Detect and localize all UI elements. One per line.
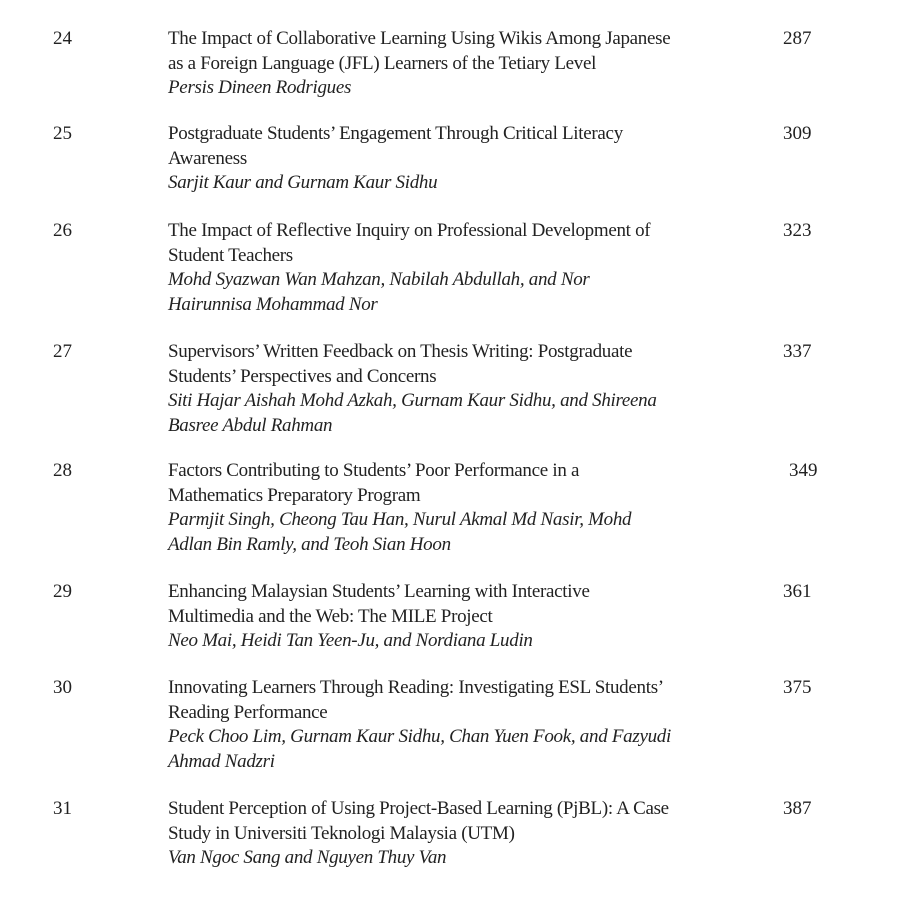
chapter-title-line: Enhancing Malaysian Students’ Learning with Interactive [168,581,590,602]
chapter-authors-line: Neo Mai, Heidi Tan Yeen-Ju, and Nordiana Ludin [168,630,533,651]
chapter-authors [168,508,768,557]
chapter-title-line: Factors Contributing to Students’ Poor Performance in a [168,460,580,481]
page-number: 323 [783,220,812,241]
chapter-body [168,459,768,557]
chapter-authors [168,725,768,774]
page-number: 361 [783,581,812,602]
chapter-body [168,340,768,438]
chapter-authors-line: Hairunnisa Mohammad Nor [168,293,378,315]
chapter-title-line: Innovating Learners Through Reading: Investigating ESL Students’ [168,677,664,698]
chapter-authors-line: Ahmad Nadzri [168,750,275,772]
chapter-number: 30 [53,677,72,698]
chapter-number: 28 [53,460,72,481]
chapter-authors-line: Parmjit Singh, Cheong Tau Han, Nurul Akmal Md Nasir, Mohd [168,509,632,530]
page-number: 349 [789,460,818,481]
page-number: 337 [783,341,812,362]
chapter-number: 26 [53,220,72,241]
chapter-title-line: The Impact of Reflective Inquiry on Professional Development of [168,220,651,241]
chapter-authors-line: Peck Choo Lim, Gurnam Kaur Sidhu, Chan Yuen Fook, and Fazyudi [168,726,671,747]
page-number: 375 [783,677,812,698]
chapter-title-line: Students’ Perspectives and Concerns [168,365,437,387]
chapter-title[interactable] [168,340,768,389]
chapter-body [168,27,768,101]
chapter-title-line: Postgraduate Students’ Engagement Through Critical Literacy [168,123,623,144]
chapter-title[interactable] [168,459,768,508]
chapter-title-line: Awareness [168,147,247,169]
chapter-number: 31 [53,798,72,819]
chapter-body [168,580,768,654]
chapter-title[interactable] [168,27,768,76]
chapter-title[interactable] [168,676,768,725]
chapter-body [168,122,768,196]
chapter-title-line: Supervisors’ Written Feedback on Thesis Writing: Postgraduate [168,341,633,362]
page-number: 287 [783,28,812,49]
chapter-title-line: Reading Performance [168,701,328,723]
chapter-authors [168,268,768,317]
chapter-authors [168,171,768,196]
chapter-authors [168,76,768,101]
chapter-authors [168,629,768,654]
chapter-authors-line: Sarjit Kaur and Gurnam Kaur Sidhu [168,172,438,193]
chapter-title-line: Mathematics Preparatory Program [168,484,421,506]
chapter-title-line: Student Teachers [168,244,293,266]
chapter-authors-line: Adlan Bin Ramly, and Teoh Sian Hoon [168,533,451,555]
chapter-number: 25 [53,123,72,144]
page-number: 309 [783,123,812,144]
chapter-title-line: The Impact of Collaborative Learning Using Wikis Among Japanese [168,28,671,49]
chapter-title-line: Study in Universiti Teknologi Malaysia (UTM) [168,822,515,844]
chapter-authors [168,389,768,438]
chapter-title[interactable] [168,580,768,629]
chapter-number: 24 [53,28,72,49]
chapter-authors-line: Siti Hajar Aishah Mohd Azkah, Gurnam Kaur Sidhu, and Shireena [168,390,657,411]
chapter-title[interactable] [168,797,768,846]
chapter-authors-line: Basree Abdul Rahman [168,414,333,436]
chapter-authors [168,846,768,871]
chapter-title-line: Student Perception of Using Project-Based Learning (PjBL): A Case [168,798,669,819]
chapter-title-line: as a Foreign Language (JFL) Learners of the Tetiary Level [168,52,597,74]
chapter-body [168,797,768,871]
chapter-body [168,676,768,774]
chapter-title-line: Multimedia and the Web: The MILE Project [168,605,493,627]
chapter-title[interactable] [168,219,768,268]
chapter-number: 27 [53,341,72,362]
page-number: 387 [783,798,812,819]
chapter-authors-line: Mohd Syazwan Wan Mahzan, Nabilah Abdullah, and Nor [168,269,590,290]
chapter-number: 29 [53,581,72,602]
chapter-authors-line: Persis Dineen Rodrigues [168,77,352,98]
chapter-authors-line: Van Ngoc Sang and Nguyen Thuy Van [168,847,447,868]
chapter-title[interactable] [168,122,768,171]
chapter-body [168,219,768,317]
